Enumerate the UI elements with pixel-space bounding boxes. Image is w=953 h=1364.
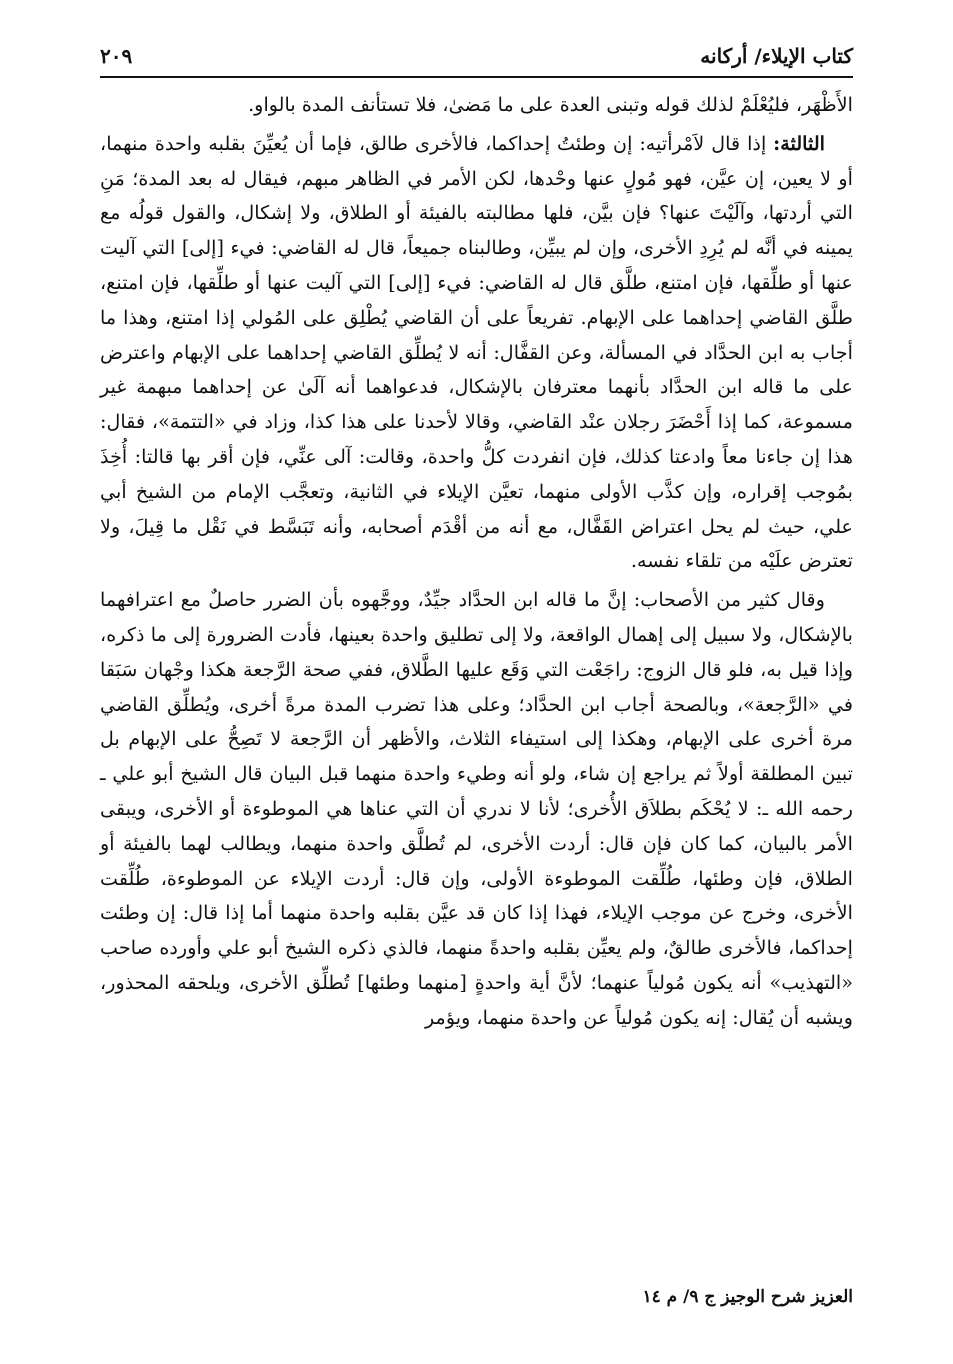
paragraph-1 bbox=[100, 88, 853, 123]
page-body bbox=[100, 88, 853, 1036]
running-title: كتاب الإيلاء/ أركانه bbox=[700, 44, 853, 68]
header-rule bbox=[100, 76, 853, 78]
page-number: ٢٠٩ bbox=[100, 44, 133, 68]
paragraph-3-text: وقال كثير من الأصحاب: إنَّ ما قاله ابن الحدَّاد جيِّدٌ، ووجَّهوه بأن الضرر حاصلٌ مع اعترافهما بالإشكال، ولا سبيل إلى إهمال الواقعة، ولا إلى تطليق واحدة بعينها، فأدت الضرورة إلى ما ذكره، وإذا قيل به، فلو قال الزوج: راجَعْت التي وَقَع عليها الطَّلاق، ففي صحة الرَّجعة هكذا وجْهان سَبَقا في «الرَّجعة»، وبالصحة أجاب ابن الحدَّاد؛ وعلى هذا تضرب المدة مرةً أخرى، ويُطلِّق القاضي مرة أخرى على الإبهام، وهكذا إلى استيفاء الثلاث، والأظهر أن الرَّجعة لا تَصِحُّ على الإبهام بل تبين المطلقة أولاً ثم يراجع إن شاء، ولو أنه وطيء واحدة منهما قبل البيان قال الشيخ أبو علي ـ رحمه الله ـ: لا يُحْكَم بطلاَق الأُخرى؛ لأنا لا ندري أن التي عناها هي الموطوءة أو الأخرى، ويبقى الأمر بالبيان، كما كان فإن قال: أردت الأخرى، لم تُطلَّق واحدة منهما، ويطالب لهما بالفيئة أو الطلاق، فإن وطئها، طُلِّقت الموطوءة الأولى، وإن قال: أردت الإيلاء عن الموطوءة، طُلِّقت الأخرى، وخرج عن موجب الإيلاء، فهذا إذا كان قد عيَّن بقلبه واحدة منهما أما إذا قال: إن وطئت إحداكما، فالأخرى طالقٌ، ولم يعيِّن بقلبه واحدةً منهما، فالذي ذكره الشيخ أبو علي وأورده صاحب «التهذيب» أنه يكون مُولياً عنهما؛ لأنَّ أية واحدةٍ [منهما وطئها] تُطلِّق الأخرى، ويلحقه المحذور، ويشبه أن يُقال: إنه يكون مُولياً عن واحدة منهما، ويؤمر bbox=[100, 588, 853, 1029]
signature-line: العزيز شرح الوجيز ج ٩/ م ١٤ bbox=[642, 1287, 853, 1307]
paragraph-2-lead: الثالثة: bbox=[773, 131, 825, 155]
paragraph-3 bbox=[100, 583, 853, 1035]
page-header bbox=[100, 34, 853, 74]
paragraph-1-text: الأَظْهَر، فليُعْلَمْ لذلك قوله وتبنى العدة على ما مَضىٰ، فلا تستأنف المدة بالواو. bbox=[248, 93, 853, 116]
paragraph-2-text: إذا قال لاَمْرأتيه: إن وطئتُ إحداكما، فالأخرى طالق، فإما أن يُعيِّنَ بقلبه واحدة منهما، أو لا يعين، إن عيَّن، فهو مُولٍ عنها وحْدها، لكن الأمر في الظاهر مبهم، فيقال له بعد المدة؛ مَنِ التي أردتها، وآلَيْتَ عنها؟ فإن بيَّن، فلها مطالبته بالفيئة أو الطلاق، ولا إشكال، والقول قولُه مع يمينه في أنَّه لم يُرِدِ الأخرى، وإن لم يبيِّن، وطالبناه جميعاً، قال له القاضي: فيء [إلى] التي آليت عنها أو طلِّقها، فإن امتنع، طلَّق قال له القاضي: فيء [إلى] التي آليت عنها أو طلِّقها، فإن امتنع، طلَّق القاضي إحداهما على الإبهام. تفريعاً على أن القاضي يُطْلِق على المُولي إذا امتنع، وهذا ما أجاب به ابن الحدَّاد في المسألة، وعن القفَّال: أنه لا يُطلِّق القاضي إحداهما على الإبهام واعترض على ما قاله ابن الحدَّاد بأنهما معترفان بالإشكال، فدعواهما أنه آلَىٰ عن إحداهما مبهمة غير مسموعة، كما إذا أَحْضَرَ رجلان عنْد القاضي، وقالا لأحدنا على هذا كذا، وزاد في «التتمة»، فقال: هذا إن جاءنا معاً وادعتا كذلك، فإن انفردت كلُّ واحدة، وقالت: آلى عنِّي، فإن أقر بها قالتا: أُخِذَ بمُوجب إقراره، وإن كذَّب الأولى منهما، تعيَّن الإيلاء في الثانية، وتعجَّب الإمام من الشيخ أبي علي، حيث لم يحل اعتراض القَفَّال، مع أنه من أقْدَم أصحابه، وأنه تَبَسَّط في نَقْل ما قِيلَ، ولا تعترض علَيْه من تلقاء نفسه. bbox=[100, 131, 853, 573]
paragraph-2 bbox=[100, 127, 853, 579]
